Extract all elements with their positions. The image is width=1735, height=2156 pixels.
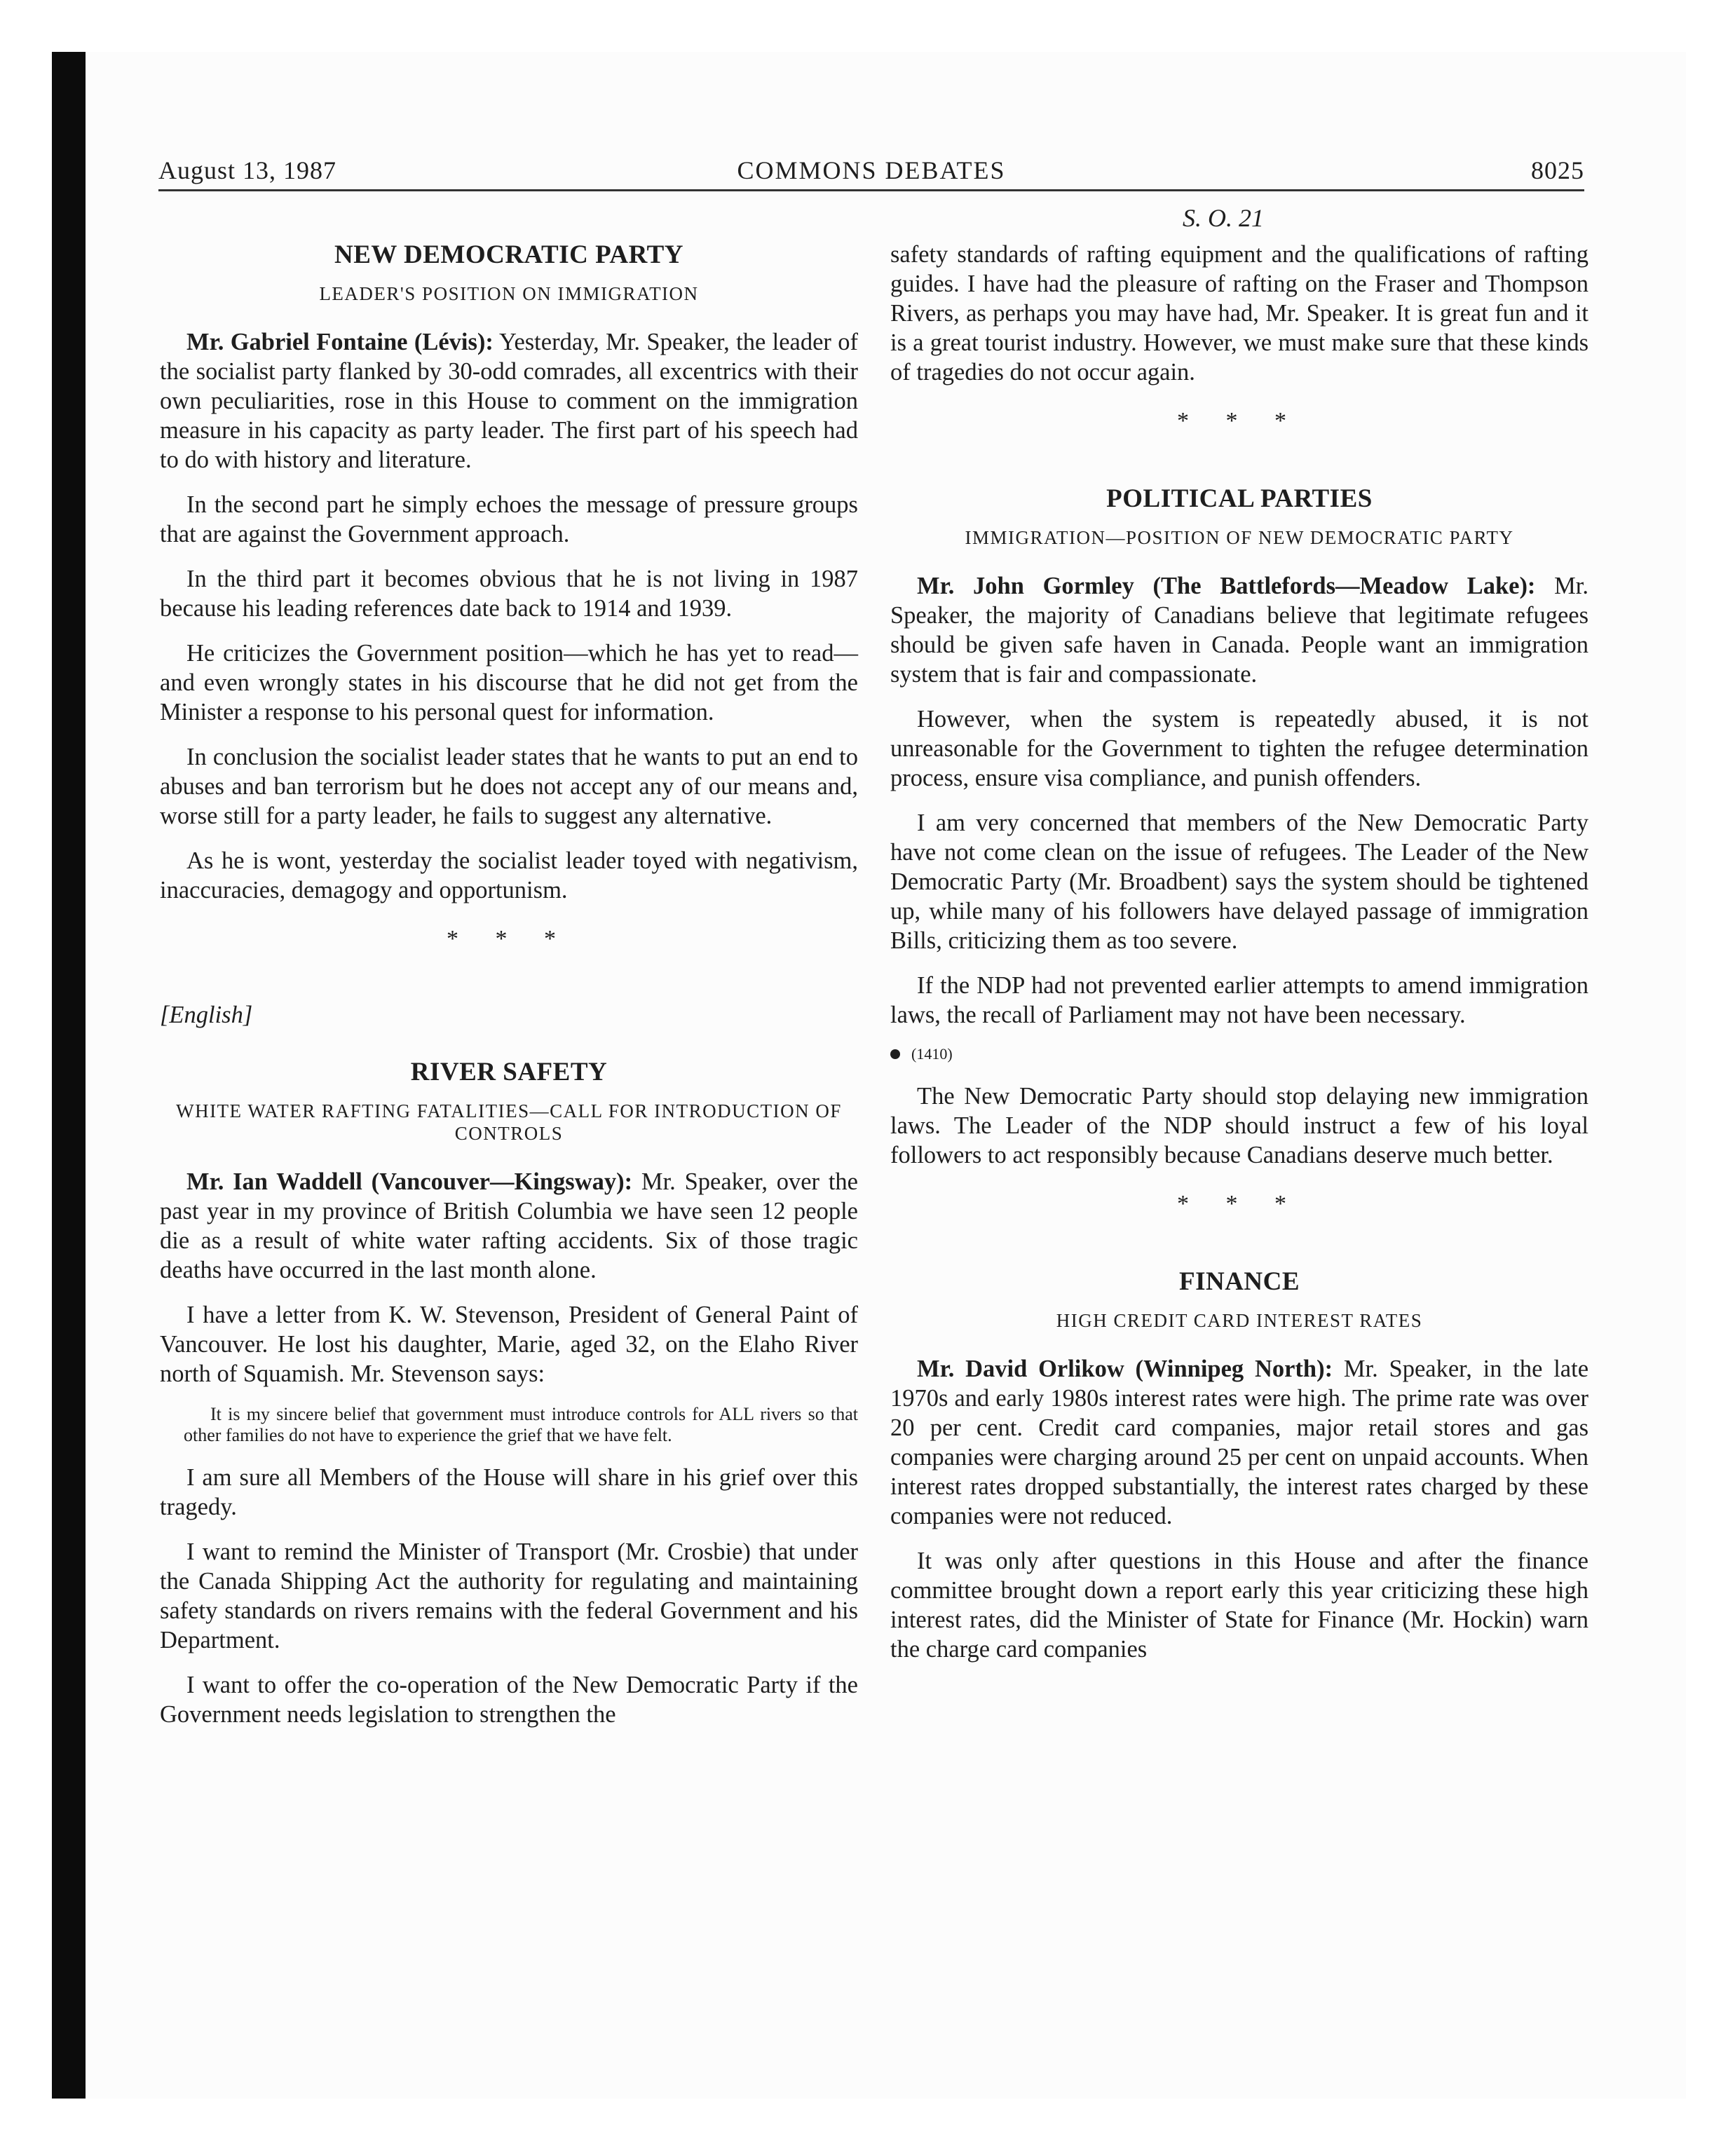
speaker-name: Mr. Gabriel Fontaine (Lévis): [186,329,494,355]
paragraph: As he is wont, yesterday the socialist leader toyed with negativism, inaccuracies, demagogy and opportunism. [160,847,858,903]
section-separator: * * * [1177,408,1302,434]
paragraph: However, when the system is repeatedly abused, it is not unreasonable for the Government to tighten the refugee determination process, ensure visa compliance, and punish offenders. [890,706,1588,791]
bullet-icon [890,1049,900,1059]
quote-text: It is my sincere belief that government must introduce controls for ALL rivers so that other families do not have to experience the grief that we have felt. [184,1404,858,1445]
paragraph: In the second part he simply echoes the message of pressure groups that are against the Government approach. [160,491,858,547]
section-subheading: HIGH CREDIT CARD INTEREST RATES [1056,1310,1423,1331]
header-date: August 13, 1987 [158,156,337,184]
section-separator: * * * [1177,1191,1302,1217]
paragraph: safety standards of rafting equipment and the qualifications of rafting guides. I have had the pleasure of rafting on the Fraser and Thompson Rivers, as perhaps you may have had, Mr. Speaker. It is great fun and it is a great tourist industry. However, we must make sure that these kinds of tragedies do not occur again. [890,241,1588,386]
paragraph: It was only after questions in this House and after the finance committee brought down a report early this year criticizing these high interest rates, did the Minister of State for Finance (Mr. Hockin) warn the charge card companies [890,1548,1588,1663]
right-column [890,240,1588,1679]
speaker-name: Mr. David Orlikow (Winnipeg North): [917,1356,1333,1382]
paragraph: If the NDP had not prevented earlier attempts to amend immigration laws, the recall of Parliament may not have been necessary. [890,972,1588,1028]
speaker-name: Mr. John Gormley (The Battlefords—Meadow Lake): [917,573,1536,599]
running-head [158,156,1584,191]
header-rule [158,189,1584,191]
paragraph: Mr. David Orlikow (Winnipeg North): Mr. Speaker, in the late 1970s and early 1980s interest rates were high. The prime rate was over 20 per cent. Credit card companies, major retail stores and gas companies were charging around 25 per cent on unpaid accounts. When interest rates dropped substantially, the interest rates charged by these companies were not reduced. [890,1356,1589,1529]
section-subheading: IMMIGRATION—POSITION OF NEW DEMOCRATIC PARTY [965,527,1514,548]
paragraph: I want to remind the Minister of Transport (Mr. Crosbie) that under the Canada Shipping Act the authority for regulating and maintaining safety standards on rivers remains with the federal Government and his Department. [160,1538,858,1653]
section-heading: FINANCE [1178,1267,1300,1296]
paragraph: I have a letter from K. W. Stevenson, President of General Paint of Vancouver. He lost his daughter, Marie, aged 32, on the Elaho River north of Squamish. Mr. Stevenson says: [160,1302,858,1387]
header-title: COMMONS DEBATES [737,156,1006,184]
paragraph: Mr. John Gormley (The Battlefords—Meadow Lake): Mr. Speaker, the majority of Canadians believe that legitimate refugees should be given safe haven in Canada. People want an immigration system that is fair and compassionate. [890,573,1588,688]
paragraph: In the third part it becomes obvious that he is not living in 1987 because his leading references date back to 1914 and 1939. [160,566,858,622]
paragraph: I want to offer the co-operation of the New Democratic Party if the Government needs legislation to strengthen the [160,1672,858,1728]
section-heading: NEW DEMOCRATIC PARTY [334,240,683,269]
paragraph: I am sure all Members of the House will share in his grief over this tragedy. [160,1464,858,1520]
section-subheading: LEADER'S POSITION ON IMMIGRATION [319,283,699,304]
section-subheading: WHITE WATER RAFTING FATALITIES—CALL FOR INTRODUCTION OF CONTROLS [176,1100,842,1144]
header-page-number: 8025 [1531,156,1584,184]
block-quote [160,1404,858,1446]
speaker-name: Mr. Ian Waddell (Vancouver—Kingsway): [186,1168,633,1195]
section-heading: POLITICAL PARTIES [1106,484,1373,513]
paragraph: In conclusion the socialist leader states that he wants to put an end to abuses and ban terrorism but he does not accept any of our means and, worse still for a party leader, he fails to suggest any alternative. [160,744,858,829]
left-column [160,240,858,1745]
paragraph: Mr. Ian Waddell (Vancouver—Kingsway): Mr. Speaker, over the past year in my province of British Columbia we have seen 12 people die as a result of white water rafting accidents. Six of those tragic deaths have occurred in the last month alone. [160,1168,858,1283]
scan-border [52,52,86,2099]
section-heading: RIVER SAFETY [410,1058,608,1086]
language-marker: [English] [160,1002,253,1028]
paragraph: He criticizes the Government position—which he has yet to read—and even wrongly states in his discourse that he did not get from the Minister a response to his personal quest for information. [160,640,858,725]
section-separator: * * * [447,926,571,952]
paragraph: The New Democratic Party should stop delaying new immigration laws. The Leader of the NDP should instruct a few of his loyal followers to act responsibly because Canadians deserve much better. [890,1083,1588,1168]
paragraph: I am very concerned that members of the New Democratic Party have not come clean on the issue of refugees. The Leader of the New Democratic Party (Mr. Broadbent) says the system should be tightened up, while many of his followers have delayed passage of immigration Bills, criticizing them as too severe. [890,810,1588,954]
standing-order-label: S. O. 21 [1183,204,1264,232]
time-stamp: (1410) [890,1045,1588,1063]
paragraph: Mr. Gabriel Fontaine (Lévis): Yesterday, Mr. Speaker, the leader of the socialist party flanked by 30-odd comrades, all excentrics with their own peculiarities, rose in this House to comment on the immigration measure in his capacity as party leader. The first part of his speech had to do with history and literature. [160,329,858,473]
